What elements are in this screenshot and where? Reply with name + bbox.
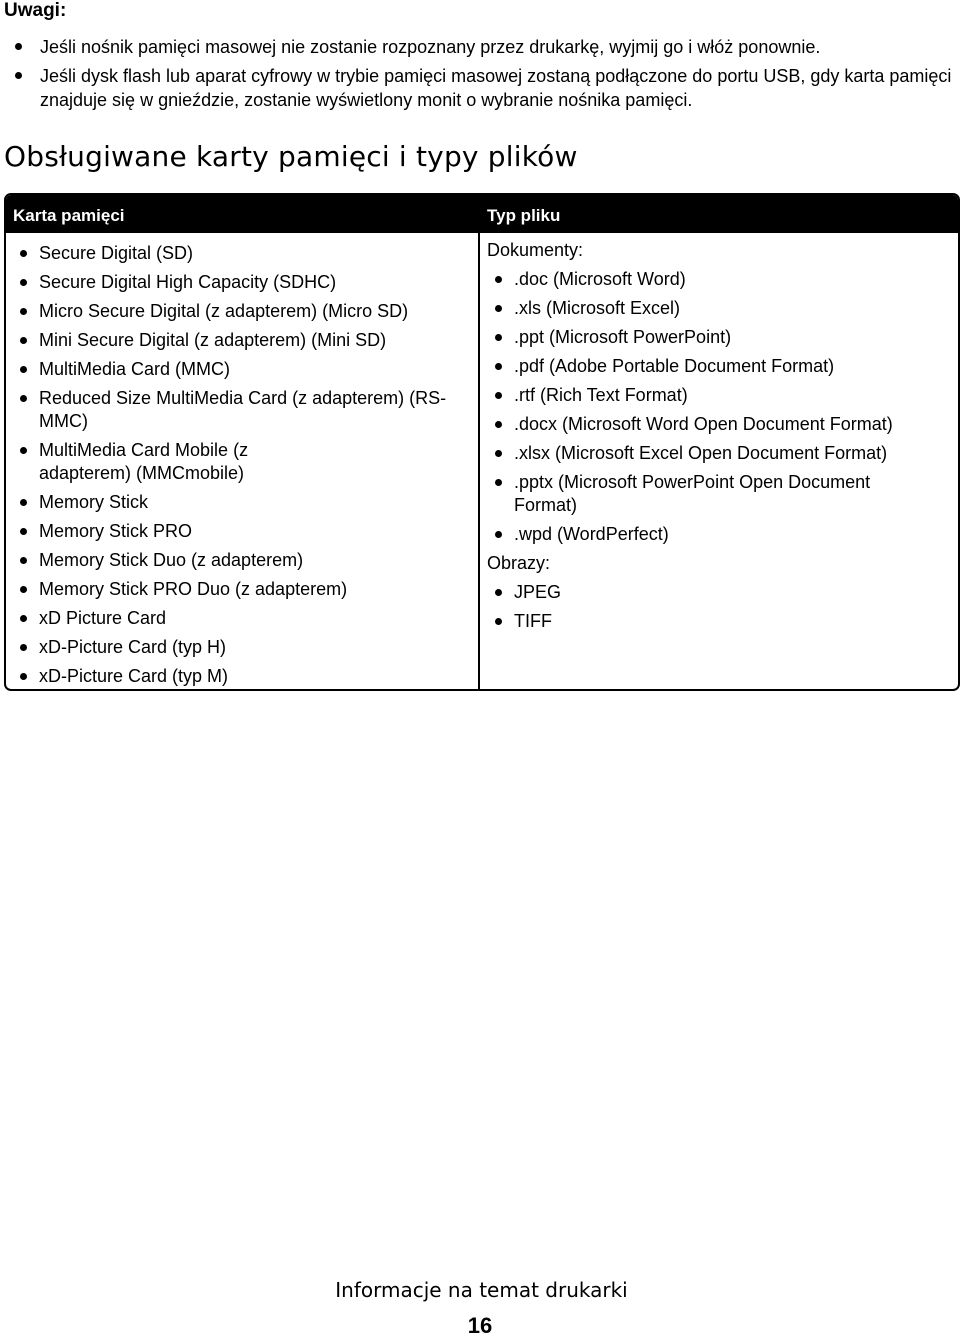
card-item <box>6 665 474 688</box>
card-name: MultiMedia Card (MMC) <box>39 359 231 379</box>
file-type-item <box>480 355 950 378</box>
bullet-icon <box>495 334 502 341</box>
bullet-icon <box>20 395 27 402</box>
bullet-icon <box>20 528 27 535</box>
file-type: .xls (Microsoft Excel) <box>514 298 681 318</box>
file-type: .wpd (WordPerfect) <box>514 524 669 544</box>
bullet-icon <box>20 308 27 315</box>
column-header-file-type: Typ pliku <box>487 206 561 225</box>
card-name: xD-Picture Card (typ M) <box>39 666 229 686</box>
file-type: JPEG <box>514 582 562 602</box>
card-item <box>6 329 474 352</box>
note-text: Jeśli dysk flash lub aparat cyfrowy w trybie pamięci masowej zostaną podłączone do portu USB, gdy karta pamięci znajduje się w gnieździe, zostanie wyświetlony monit o wybranie nośnika pamięci. <box>40 66 952 110</box>
file-type: .docx (Microsoft Word Open Document Format) <box>514 414 893 434</box>
bullet-icon <box>20 673 27 680</box>
notes-list <box>0 35 958 117</box>
card-name: Reduced Size MultiMedia Card (z adapterem) (RS-MMC) <box>39 388 447 431</box>
card-name: MultiMedia Card Mobile (z adapterem) (MMCmobile) <box>39 440 249 483</box>
bullet-icon <box>20 447 27 454</box>
card-item <box>6 242 474 265</box>
bullet-icon <box>20 615 27 622</box>
card-item <box>6 549 474 572</box>
list-item <box>0 35 958 59</box>
file-type-item <box>480 413 950 436</box>
file-type: .doc (Microsoft Word) <box>514 269 686 289</box>
card-name: Memory Stick PRO Duo (z adapterem) <box>39 579 348 599</box>
file-type: .pdf (Adobe Portable Document Format) <box>514 356 835 376</box>
card-name: Secure Digital High Capacity (SDHC) <box>39 272 337 292</box>
bullet-icon <box>495 479 502 486</box>
bullet-icon <box>20 279 27 286</box>
card-item <box>6 387 454 433</box>
table-header-row <box>6 195 958 233</box>
card-name: Memory Stick PRO <box>39 521 193 541</box>
card-item <box>6 520 474 543</box>
file-type-item <box>480 610 950 633</box>
file-type: .pptx (Microsoft PowerPoint Open Document Format) <box>514 472 871 515</box>
bullet-icon <box>20 250 27 257</box>
file-type-item <box>480 523 950 546</box>
bullet-icon <box>495 305 502 312</box>
file-type: .rtf (Rich Text Format) <box>514 385 688 405</box>
footer-title: Informacje na temat drukarki <box>335 1278 628 1302</box>
file-type-item <box>480 384 950 407</box>
list-item <box>0 64 958 112</box>
note-text: Jeśli nośnik pamięci masowej nie zostanie rozpoznany przez drukarkę, wyjmij go i włóż ponownie. <box>40 37 821 57</box>
card-name: Memory Stick Duo (z adapterem) <box>39 550 304 570</box>
file-type-item <box>480 471 929 517</box>
card-name: xD Picture Card <box>39 608 167 628</box>
file-type-list <box>480 239 950 639</box>
file-type-item <box>480 268 950 291</box>
page-number: 16 <box>467 1313 493 1338</box>
section-title: Obsługiwane karty pamięci i typy plików <box>4 140 578 173</box>
bullet-icon <box>20 586 27 593</box>
file-type-item <box>480 297 950 320</box>
card-name: Memory Stick <box>39 492 149 512</box>
bullet-icon <box>15 43 22 50</box>
card-item <box>6 607 474 630</box>
card-item <box>6 439 339 485</box>
images-label: Obrazy: <box>487 553 551 573</box>
file-type: .ppt (Microsoft PowerPoint) <box>514 327 732 347</box>
bullet-icon <box>495 392 502 399</box>
card-name: xD-Picture Card (typ H) <box>39 637 227 657</box>
file-type: .xlsx (Microsoft Excel Open Document Format) <box>514 443 888 463</box>
file-type-item <box>480 442 950 465</box>
bullet-icon <box>20 366 27 373</box>
card-name: Micro Secure Digital (z adapterem) (Micro SD) <box>39 301 409 321</box>
card-name: Secure Digital (SD) <box>39 243 194 263</box>
bullet-icon <box>495 618 502 625</box>
bullet-icon <box>495 421 502 428</box>
card-item <box>6 271 474 294</box>
bullet-icon <box>20 557 27 564</box>
column-header-card: Karta pamięci <box>13 206 125 225</box>
file-type: TIFF <box>514 611 552 631</box>
card-item <box>6 358 474 381</box>
documents-label: Dokumenty: <box>487 240 584 260</box>
bullet-icon <box>20 499 27 506</box>
bullet-icon <box>20 644 27 651</box>
bullet-icon <box>495 450 502 457</box>
card-item <box>6 491 474 514</box>
card-list <box>6 242 474 691</box>
card-item <box>6 300 474 323</box>
memory-card-table <box>4 193 960 691</box>
bullet-icon <box>15 72 22 79</box>
bullet-icon <box>495 589 502 596</box>
file-type-item <box>480 581 950 604</box>
file-type-item <box>480 326 950 349</box>
bullet-icon <box>20 337 27 344</box>
card-item <box>6 636 474 659</box>
bullet-icon <box>495 531 502 538</box>
bullet-icon <box>495 276 502 283</box>
card-name: Mini Secure Digital (z adapterem) (Mini SD) <box>39 330 387 350</box>
notes-heading: Uwagi: <box>4 0 67 21</box>
bullet-icon <box>495 363 502 370</box>
card-item <box>6 578 474 601</box>
